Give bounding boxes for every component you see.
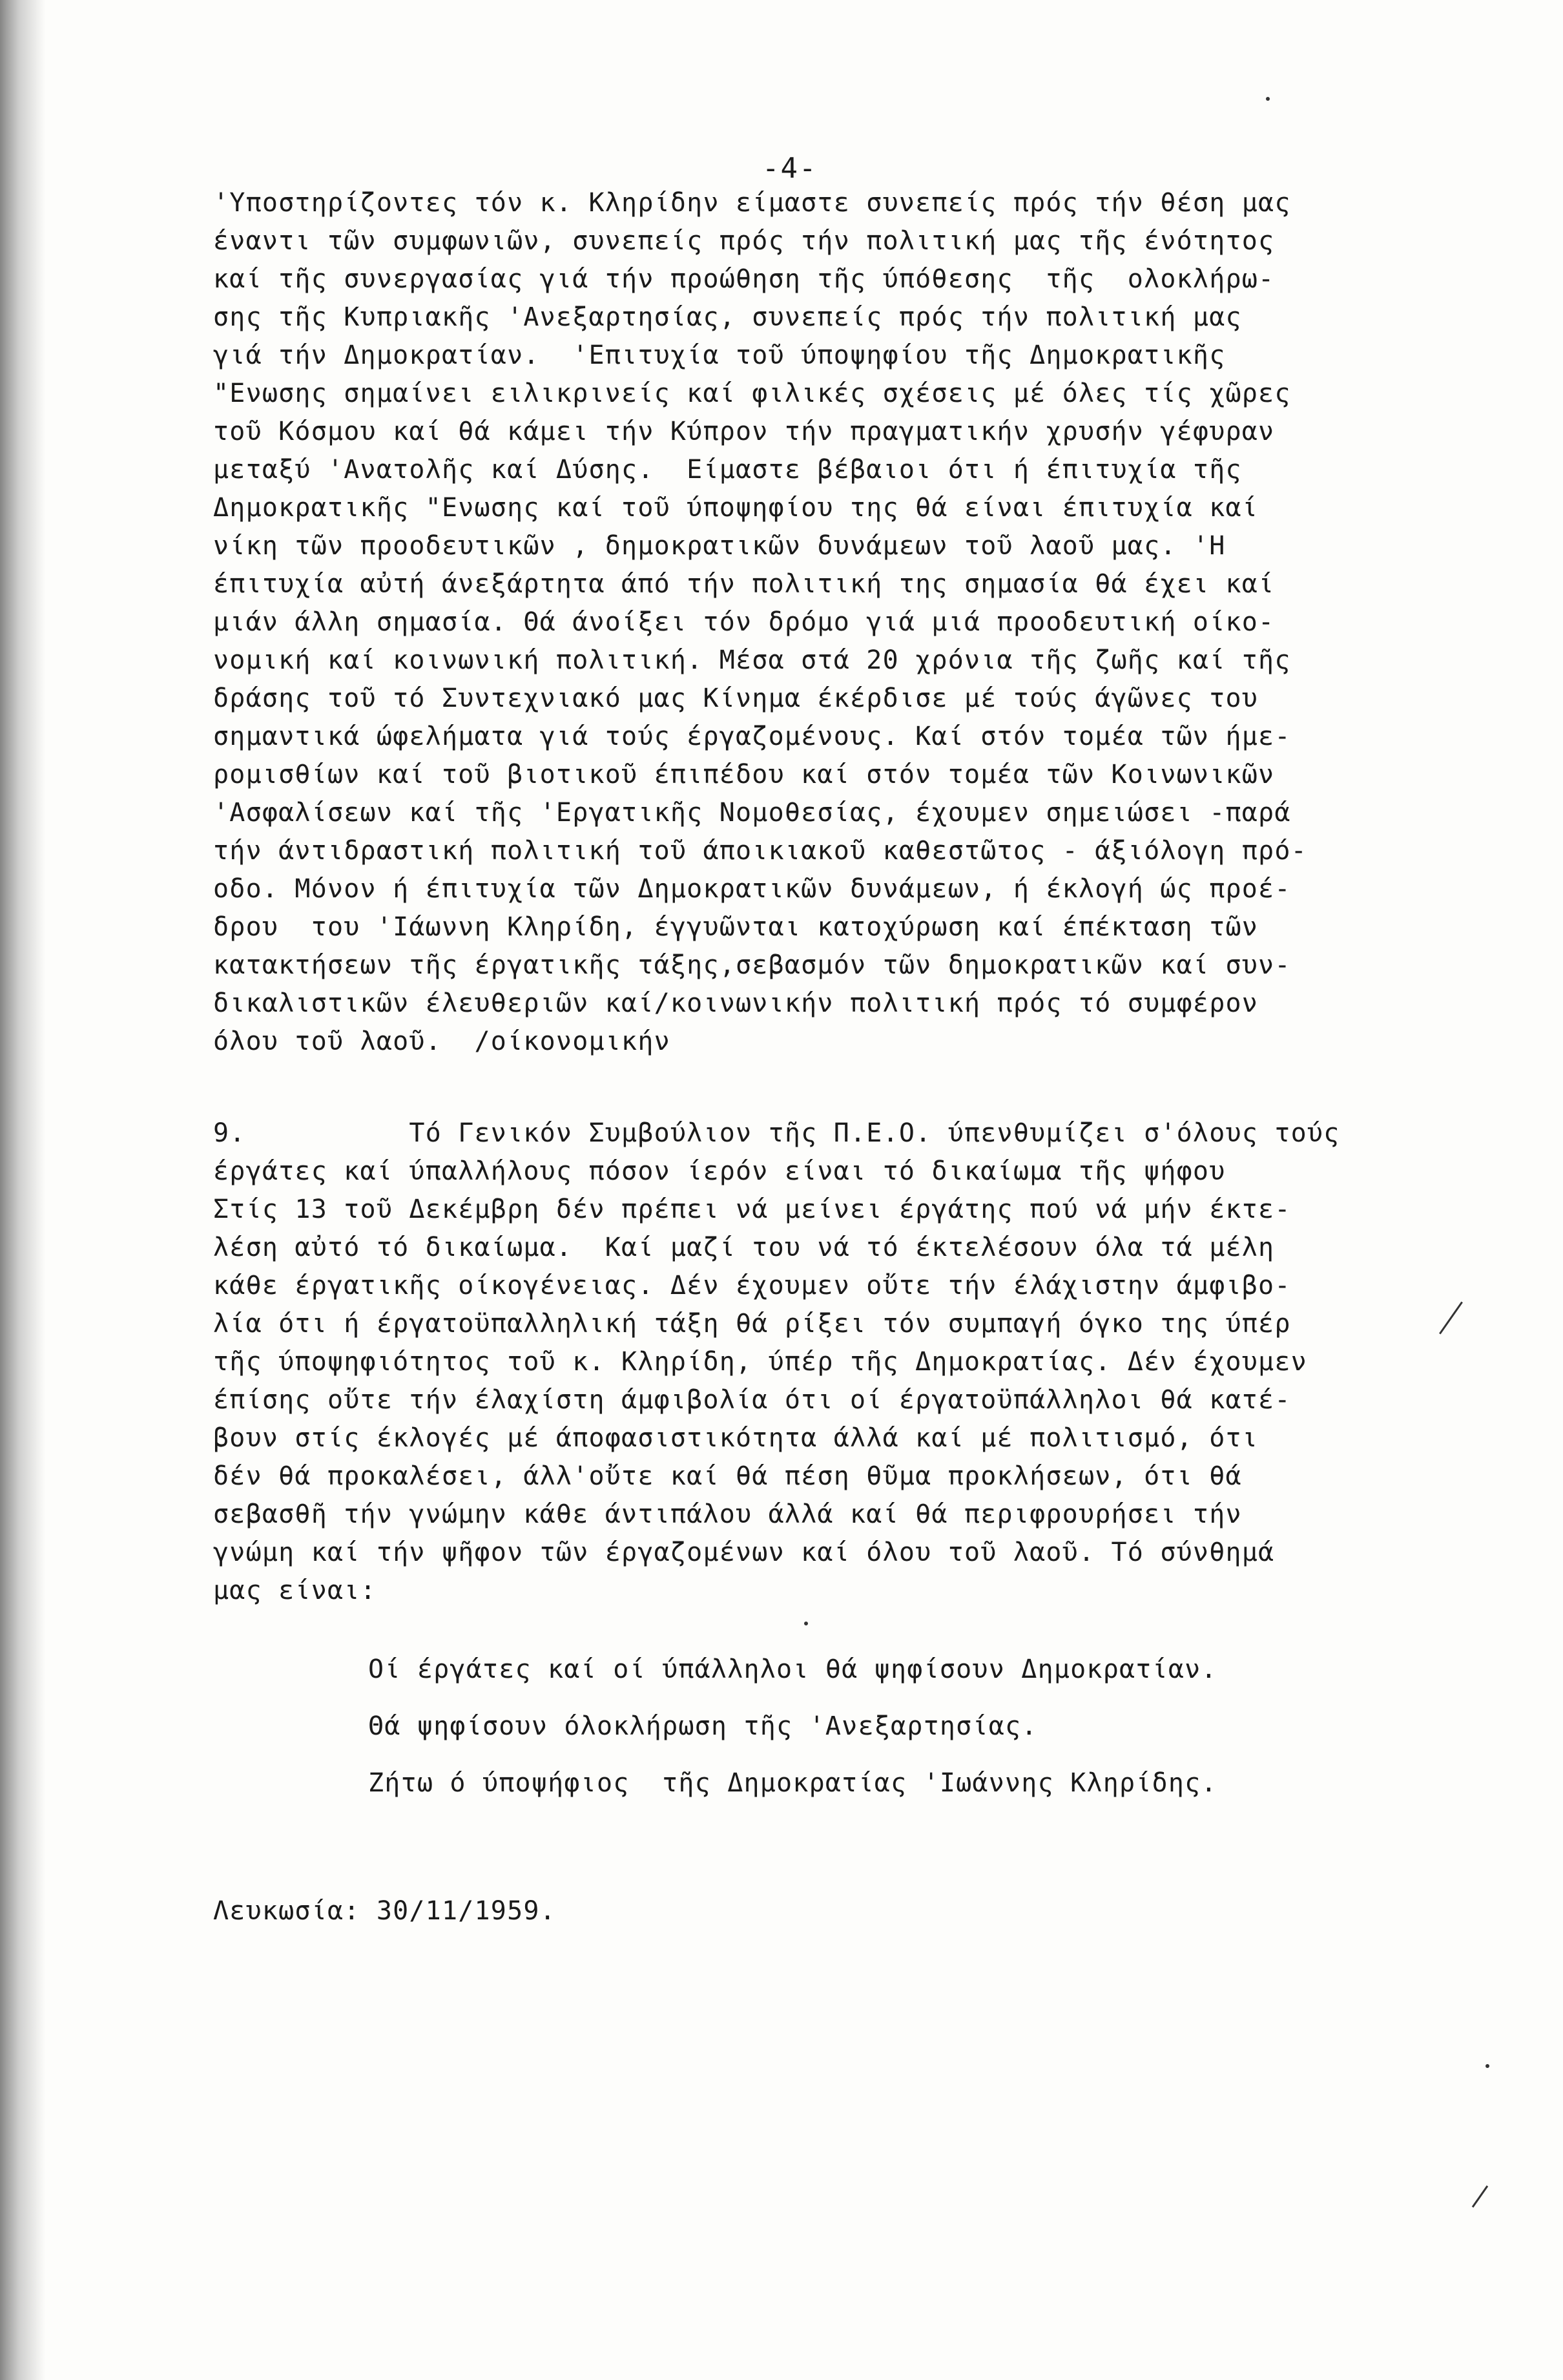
paragraph-2-line: λία ότι ή έργατοϋπαλληλική τάξη θά ρίξει τόν συμπαγή όγκο της ύπέρ bbox=[213, 1309, 1291, 1339]
paragraph-1-line: "Ενωσης σημαίνει ειλικρινείς καί φιλικές σχέσεις μέ όλες τίς χῶρες bbox=[213, 379, 1291, 408]
scan-speck bbox=[1485, 2064, 1489, 2068]
slogans-block bbox=[368, 1641, 1217, 1811]
paragraph-1-line: έναντι τῶν συμφωνιῶν, συνεπείς πρός τήν πολιτική μας τῆς ένότητος bbox=[213, 226, 1275, 256]
paragraph-1-line: Δημοκρατικῆς "Ενωσης καί τοῦ ύποψηφίου της θά είναι έπιτυχία καί bbox=[213, 493, 1259, 523]
paragraph-2-line: γνώμη καί τήν ψῆφον τῶν έργαζομένων καί όλου τοῦ λαοῦ. Τό σύνθημά bbox=[213, 1538, 1275, 1567]
paragraph-2-line: βουν στίς έκλογές μέ άποφασιστικότητα άλλά καί μέ πολιτισμό, ότι bbox=[213, 1423, 1259, 1453]
slogan-line: Ζήτω ό ύποψήφιος τῆς Δημοκρατίας 'Ιωάννης Κληρίδης. bbox=[368, 1768, 1217, 1798]
paragraph-1-line: οδο. Μόνον ή έπιτυχία τῶν Δημοκρατικῶν δυνάμεων, ή έκλογή ώς προέ- bbox=[213, 874, 1291, 904]
paragraph-2-line: Στίς 13 τοῦ Δεκέμβρη δέν πρέπει νά μείνει έργάτης πού νά μήν έκτε- bbox=[213, 1195, 1291, 1224]
scan-speck bbox=[804, 1622, 808, 1625]
paragraph-2-line: δέν θά προκαλέσει, άλλ'οὔτε καί θά πέση θῦμα προκλήσεων, ότι θά bbox=[213, 1461, 1242, 1491]
paragraph-1-line: έπιτυχία αὐτή άνεξάρτητα άπό τήν πολιτική της σημασία θά έχει καί bbox=[213, 569, 1275, 599]
paragraph-1-line: κατακτήσεων τῆς έργατικῆς τάξης,σεβασμόν τῶν δημοκρατικῶν καί συν- bbox=[213, 950, 1291, 980]
paragraph-1-line: σημαντικά ώφελήματα γιά τούς έργαζομένους. Καί στόν τομέα τῶν ήμε- bbox=[213, 722, 1291, 751]
paragraph-1-line: δράσης τοῦ τό Συντεχνιακό μας Κίνημα έκέρδισε μέ τούς άγῶνες του bbox=[213, 684, 1259, 713]
paragraph-2-line: μας είναι: bbox=[213, 1576, 377, 1605]
scan-speck bbox=[1266, 97, 1270, 101]
paragraph-1-line: γιά τήν Δημοκρατίαν. 'Επιτυχία τοῦ ύποψηφίου τῆς Δημοκρατικῆς bbox=[213, 340, 1226, 370]
scan-mark bbox=[1439, 1302, 1463, 1335]
paragraph-2-line: έργάτες καί ύπαλλήλους πόσον ίερόν είναι τό δικαίωμα τῆς ψήφου bbox=[213, 1156, 1226, 1186]
paragraph-1-line: καί τῆς συνεργασίας γιά τήν προώθηση τῆς ύπόθεσης τῆς ολοκλήρω- bbox=[213, 264, 1275, 294]
paragraph-1-line: 'Ασφαλίσεων καί τῆς 'Εργατικῆς Νομοθεσίας, έχουμεν σημειώσει -παρά bbox=[213, 798, 1291, 828]
paragraph-2-line: σεβασθῆ τήν γνώμην κάθε άντιπάλου άλλά καί θά περιφρουρήσει τήν bbox=[213, 1499, 1242, 1529]
paragraph-2-line: έπίσης οὔτε τήν έλαχίστη άμφιβολία ότι οί έργατοϋπάλληλοι θά κατέ- bbox=[213, 1385, 1291, 1415]
paragraph-1-line: 'Υποστηρίζοντες τόν κ. Κληρίδην είμαστε συνεπείς πρός τήν θέση μας bbox=[213, 188, 1291, 218]
paragraph-1-line: νίκη τῶν προοδευτικῶν , δημοκρατικῶν δυνάμεων τοῦ λαοῦ μας. 'Η bbox=[213, 531, 1226, 561]
slogan-line: Οί έργάτες καί οί ύπάλληλοι θά ψηφίσουν Δημοκρατίαν. bbox=[368, 1655, 1217, 1684]
paragraph-2-line: κάθε έργατικῆς οίκογένειας. Δέν έχουμεν οὔτε τήν έλάχιστην άμφιβο- bbox=[213, 1271, 1291, 1300]
paragraph-2-line: τῆς ύποψηφιότητος τοῦ κ. Κληρίδη, ύπέρ τῆς Δημοκρατίας. Δέν έχουμεν bbox=[213, 1347, 1307, 1377]
paragraph-1-line: σης τῆς Κυπριακῆς 'Ανεξαρτησίας, συνεπείς πρός τήν πολιτική μας bbox=[213, 302, 1242, 332]
paragraph-1-line: ρομισθίων καί τοῦ βιοτικοῦ έπιπέδου καί στόν τομέα τῶν Κοινωνικῶν bbox=[213, 760, 1275, 789]
paragraph-1-line: δικαλιστικῶν έλευθεριῶν καί/κοινωνικήν πολιτική πρός τό συμφέρον bbox=[213, 988, 1259, 1018]
paragraph-1-line: τήν άντιδραστική πολιτική τοῦ άποικιακοῦ καθεστῶτος - άξιόλογη πρό- bbox=[213, 836, 1307, 866]
paragraph-1-line: όλου τοῦ λαοῦ. /οίκονομικήν bbox=[213, 1027, 670, 1056]
paragraph-1 bbox=[213, 184, 1389, 1061]
paragraph-2-line: 9. Τό Γενικόν Συμβούλιον τῆς Π.Ε.Ο. ύπενθυμίζει σ'όλους τούς bbox=[213, 1118, 1340, 1148]
page-number: -4- bbox=[762, 152, 818, 185]
paragraph-1-line: τοῦ Κόσμου καί θά κάμει τήν Κύπρον τήν πραγματικήν χρυσήν γέφυραν bbox=[213, 417, 1275, 446]
paragraph-1-line: δρου του 'Ιάωννη Κληρίδη, έγγυῶνται κατοχύρωση καί έπέκταση τῶν bbox=[213, 912, 1259, 942]
signoff-date: Λευκωσία: 30/11/1959. bbox=[213, 1896, 556, 1926]
paragraph-1-line: μεταξύ 'Ανατολῆς καί Δύσης. Είμαστε βέβαιοι ότι ή έπιτυχία τῆς bbox=[213, 455, 1242, 485]
scan-edge-shadow bbox=[0, 0, 45, 2380]
scan-mark bbox=[1472, 2186, 1488, 2208]
paragraph-1-line: μιάν άλλη σημασία. Θά άνοίξει τόν δρόμο γιά μιά προοδευτική οίκο- bbox=[213, 607, 1275, 637]
paragraph-2 bbox=[213, 1114, 1389, 1610]
paragraph-1-line: νομική καί κοινωνική πολιτική. Μέσα στά 20 χρόνια τῆς ζωῆς καί τῆς bbox=[213, 645, 1291, 675]
slogan-line: Θά ψηφίσουν όλοκλήρωση τῆς 'Ανεξαρτησίας. bbox=[368, 1711, 1038, 1741]
paragraph-2-line: λέση αὐτό τό δικαίωμα. Καί μαζί του νά τό έκτελέσουν όλα τά μέλη bbox=[213, 1233, 1275, 1262]
